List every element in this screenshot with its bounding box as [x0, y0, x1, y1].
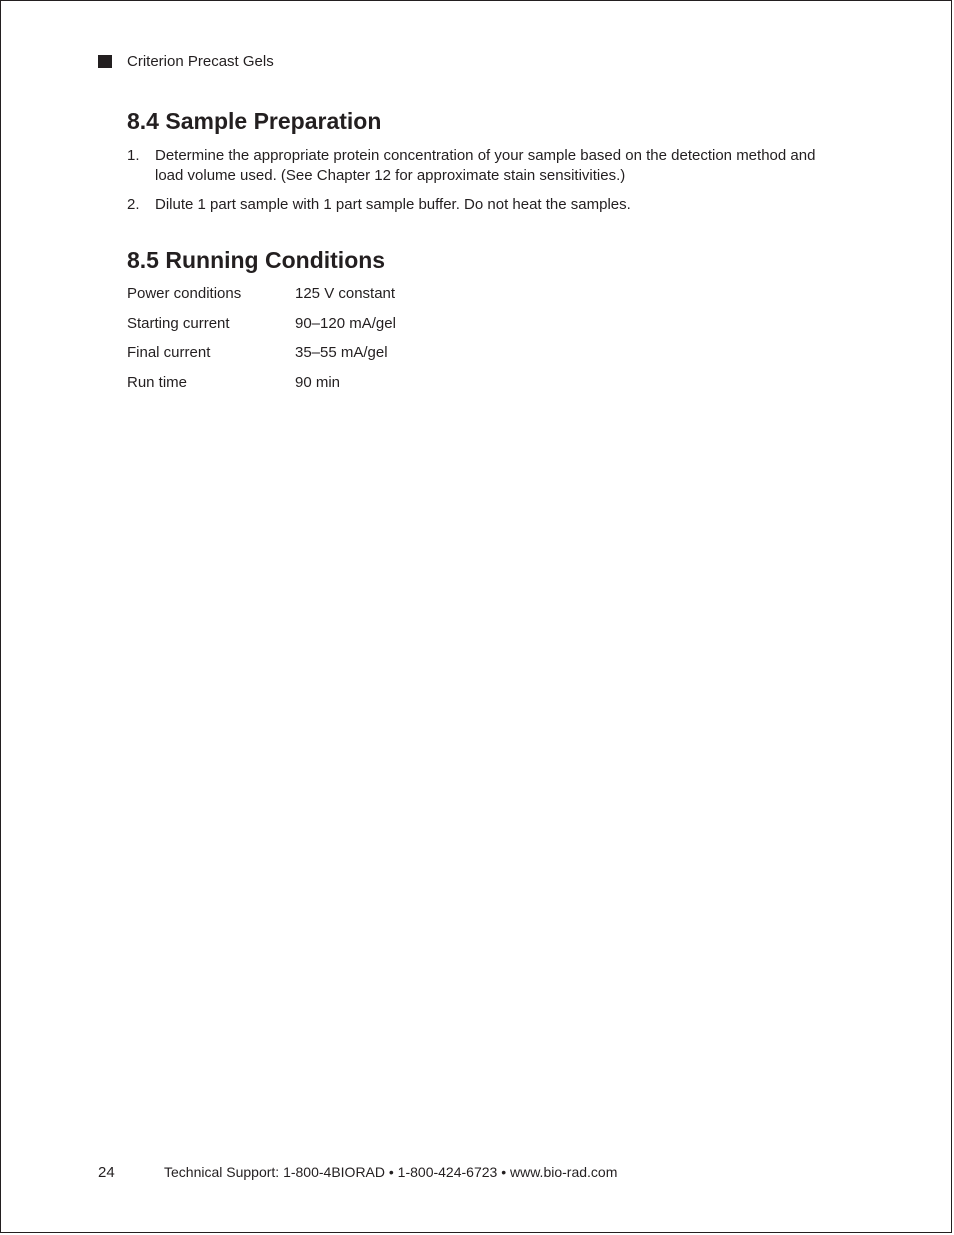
header-square-icon	[98, 55, 112, 68]
technical-support-text: Technical Support: 1-800-4BIORAD • 1-800-424-6723 • www.bio-rad.com	[164, 1164, 618, 1180]
section-title-sample-preparation: 8.4 Sample Preparation	[127, 108, 382, 134]
running-title: Criterion Precast Gels	[127, 53, 274, 70]
condition-value: 35–55 mA/gel	[295, 344, 388, 362]
condition-value: 90 min	[295, 374, 341, 392]
table-row	[127, 373, 396, 403]
list-item	[127, 195, 817, 215]
condition-label: Final current	[127, 344, 211, 362]
table-row	[127, 314, 396, 344]
condition-label: Starting current	[127, 314, 230, 332]
condition-value: 125 V constant	[295, 285, 396, 302]
step-text: Dilute 1 part sample with 1 part sample buffer. Do not heat the samples.	[155, 196, 631, 213]
condition-label: Power conditions	[127, 285, 242, 302]
step-number: 1.	[127, 147, 140, 164]
section-title-running-conditions: 8.5 Running Conditions	[127, 247, 386, 273]
condition-value: 90–120 mA/gel	[295, 314, 396, 332]
condition-label: Run time	[127, 374, 188, 392]
sample-preparation-steps	[127, 146, 817, 224]
table-row	[127, 343, 396, 373]
step-number: 2.	[127, 196, 140, 213]
list-item	[127, 146, 817, 186]
page-number: 24	[98, 1164, 115, 1181]
running-conditions-table	[127, 284, 396, 403]
running-header	[98, 53, 274, 70]
step-text: Determine the appropriate protein concentration of your sample based on the detection method and load volume used. (See Chapter 12 for approximate stain sensitivities.)	[155, 147, 816, 184]
table-row	[127, 284, 396, 314]
page-footer	[98, 1164, 617, 1181]
